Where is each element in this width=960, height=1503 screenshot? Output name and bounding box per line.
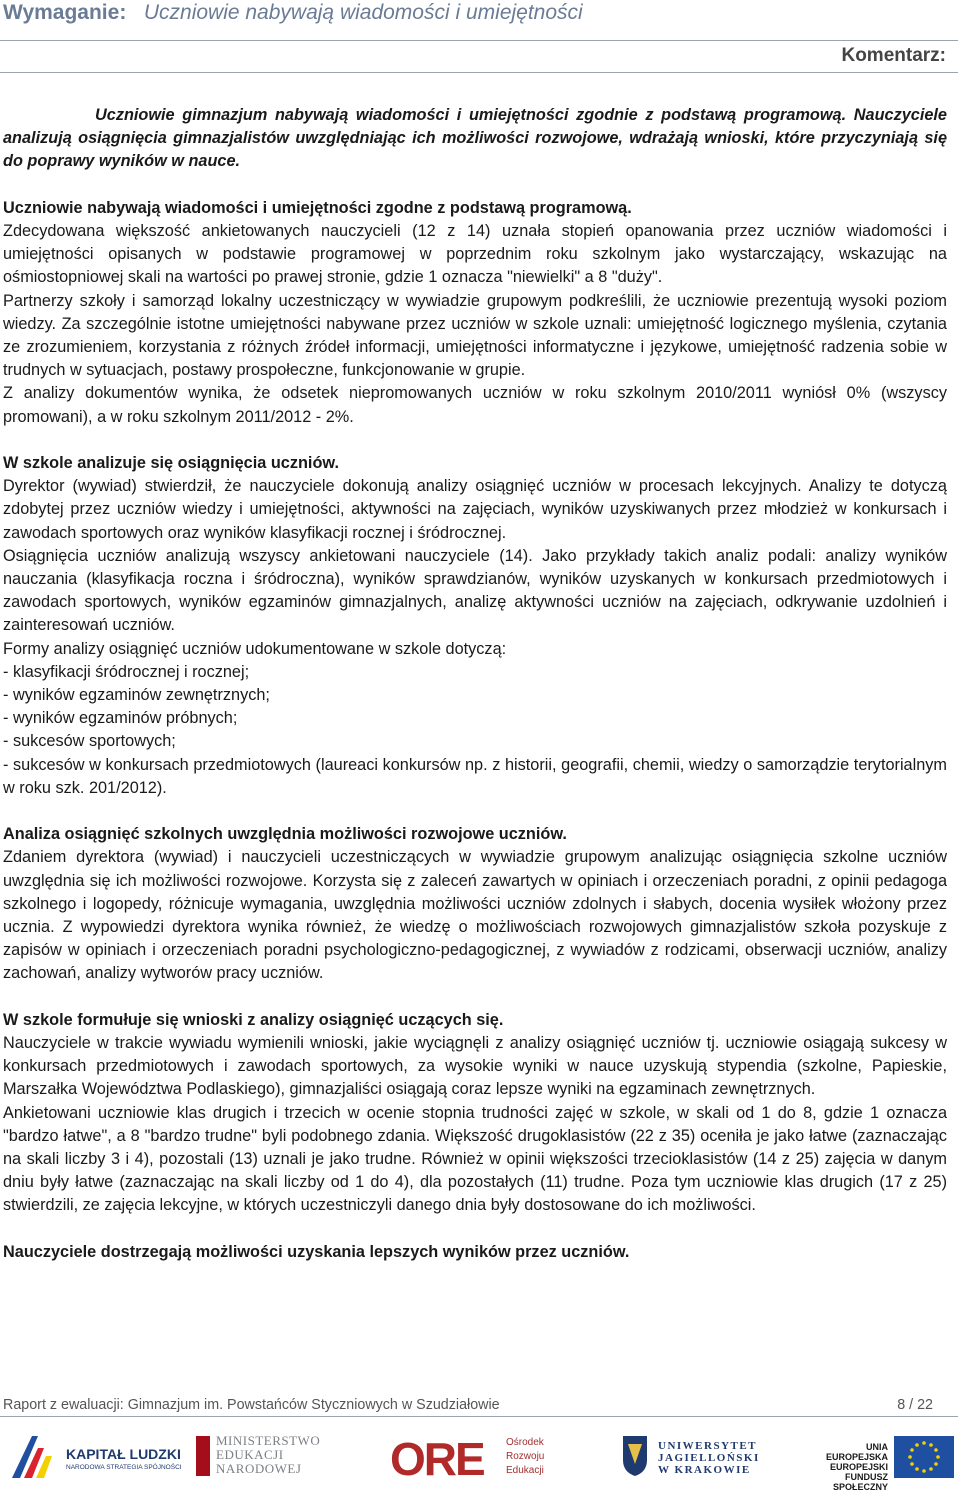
paragraph: Osiągnięcia uczniów analizują wszyscy ankietowani nauczyciele (14). Jako przykłady takich analiz podali: analizy wyników nauczania (klasyfikacja roczna i śródroczna), wyników sprawdzianów, wyników uzyskanych w konkursach przedmiotowych i zawodach sportowych, wyników egzaminów gimnazjalnych, analizę aktywności uczniów na zajęciach, odkrywanie uzdolnień i zainteresowań uczniów. bbox=[3, 546, 947, 635]
ore-line: Rozwoju bbox=[506, 1451, 545, 1462]
ministerstwo-line: MINISTERSTWO bbox=[216, 1433, 321, 1448]
page-footer bbox=[3, 1397, 933, 1413]
eu-text bbox=[806, 1442, 888, 1492]
ore-wordmark: ORE bbox=[390, 1433, 484, 1485]
requirement-title bbox=[3, 0, 583, 26]
kapital-ludzki-logo bbox=[8, 1428, 182, 1488]
list-item: - wyników egzaminów próbnych; bbox=[3, 709, 238, 728]
eu-logo bbox=[806, 1428, 956, 1492]
eu-line: EUROPEJSKI bbox=[829, 1462, 888, 1472]
paragraph: Formy analizy osiągnięć uczniów udokumentowane w szkole dotyczą: bbox=[3, 639, 507, 658]
list-item: - wyników egzaminów zewnętrznych; bbox=[3, 686, 270, 705]
ministerstwo-line: EDUKACJI bbox=[216, 1447, 284, 1462]
uj-line: UNIWERSYTET bbox=[658, 1440, 758, 1452]
section-heading: W szkole formułuje się wnioski z analizy osiągnięć uczących się. bbox=[3, 1010, 504, 1029]
requirement-label: Wymaganie: bbox=[3, 1, 127, 24]
uj-text bbox=[658, 1440, 760, 1476]
header-divider bbox=[0, 40, 958, 41]
ministerstwo-line: NARODOWEJ bbox=[216, 1461, 302, 1476]
uj-crest-icon bbox=[620, 1432, 650, 1478]
kapital-ludzki-subtext: NARODOWA STRATEGIA SPÓJNOŚCI bbox=[66, 1464, 182, 1471]
uj-line: W KRAKOWIE bbox=[658, 1464, 751, 1476]
ore-subtext bbox=[506, 1436, 544, 1478]
list-item: - sukcesów sportowych; bbox=[3, 732, 176, 751]
page-number: 8 / 22 bbox=[897, 1397, 933, 1413]
requirement-value: Uczniowie nabywają wiadomości i umiejętności bbox=[143, 1, 583, 24]
section-heading: Analiza osiągnięć szkolnych uwzględnia możliwości rozwojowe uczniów. bbox=[3, 825, 567, 844]
ministerstwo-logo bbox=[196, 1428, 336, 1488]
uj-line: JAGIELLOŃSKI bbox=[658, 1452, 760, 1464]
eu-flag-icon bbox=[894, 1436, 954, 1478]
paragraph: Z analizy dokumentów wynika, że odsetek niepromowanych uczniów w roku szkolnym 2010/2011 wyniósł 0% (wszyscy promowani), a w roku szkolnym 2011/2012 - 2%. bbox=[3, 384, 947, 426]
ore-line: Ośrodek bbox=[506, 1437, 544, 1448]
section-heading: W szkole analizuje się osiągnięcia uczniów. bbox=[3, 454, 339, 473]
eagle-icon bbox=[196, 1436, 210, 1476]
footer-divider bbox=[0, 1416, 958, 1417]
paragraph: Zdecydowana większość ankietowanych nauczycieli (12 z 14) uznała stopień opanowania przez uczniów wiadomości i umiejętności opisanych w podstawie programowej w poprzednim roku szkolnym jako wystarczający, wskazując na ośmiostopniowej skali na wartości po prawej stronie, gdzie 1 oznacza "niewielki" a 8 "duży". bbox=[3, 222, 947, 287]
eu-line: UNIA EUROPEJSKA bbox=[825, 1442, 888, 1462]
intro-paragraph: Uczniowie gimnazjum nabywają wiadomości i umiejętności zgodnie z podstawą programową. Nauczyciele analizują osiągnięcia gimnazjalistów uwzględniając ich możliwości rozwojowe, wdrażają wnioski, które przyczyniają się do poprawy wyników w nauce. bbox=[3, 106, 947, 171]
paragraph: Partnerzy szkoły i samorząd lokalny uczestniczący w wywiadzie grupowym podkreślili, że uczniowie prezentują wysoki poziom wiedzy. Za szczególnie istotne umiejętności nabywane przez uczniów w szkole uznali: umiejętność logicznego myślenia, czytania ze zrozumieniem, korzystania z różnych źródeł informacji, umiejętności informatyczne i językowe, umiejętność radzenia sobie w trudnych w sytuacjach, postawy prospołeczne, funkcjonowanie w grupie. bbox=[3, 291, 947, 380]
section-heading: Nauczyciele dostrzegają możliwości uzyskania lepszych wyników przez uczniów. bbox=[3, 1242, 630, 1261]
comment-label: Komentarz: bbox=[841, 45, 946, 66]
paragraph: Zdaniem dyrektora (wywiad) i nauczycieli uczestniczących w wywiadzie grupowym analizując osiągnięcia szkolne uczniów uwzględnia się ich możliwości rozwojowe. Korzysta się z zaleceń zawartych w opiniach i orzeczeniach poradni, z opinii pedagoga szkolnego i logopedy, różnicuje wymagania, uwzględnia możliwości uczniów zdolnych i słabych, docenia wysiłek włożony przez ucznia. Z wypowiedzi dyrektora wynika również, że wiedzę o możliwościach rozwojowych gimnazjalistów szkoła pozyskuje z zapisów w opiniach i orzeczeniach poradni psychologiczno-pedagogicznej, z wywiadów z rodzicami, obserwacji uczniów, analizy zachowań, analizy wytworów pracy uczniów. bbox=[3, 848, 947, 983]
section-heading: Uczniowie nabywają wiadomości i umiejętności zgodne z podstawą programową. bbox=[3, 198, 632, 217]
paragraph: Ankietowani uczniowie klas drugich i trzecich w ocenie stopnia trudności zajęć w szkole, w skali od 1 do 8, gdzie 1 oznacza "bardzo łatwe", a 8 "bardzo trudne" byli podobnego zdania. Większość drugoklasistów (22 z 35) oceniła je jako łatwe (zaznaczając na skali liczby 3 i 4), pozostali (13) uznali je jako trudne. Również w opinii większości trzecioklasistów (14 z 25) zajęcia w danym dniu były łatwe (zaznaczając na skali liczby od 1 do 4), dla pozostałych (11) trudne. Poza tym uczniowie klas drugich (17 z 25) stwierdzili, ze zajęcia lekcyjne, w których uczestniczyli danego dnia były dostosowane do ich możliwości. bbox=[3, 1103, 947, 1215]
logo-bar bbox=[0, 1428, 960, 1498]
kapital-ludzki-icon bbox=[8, 1432, 58, 1482]
paragraph: Dyrektor (wywiad) stwierdził, że nauczyciele dokonują analizy osiągnięć uczniów w procesach lekcyjnych. Analizy te dotyczą zdobytej przez uczniów wiedzy i umiejętności, aktywności na zajęciach, wyników uzyskiwanych przez młodzież w konkursach i zawodach sportowych oraz wyników klasyfikacji rocznej i śródrocznej. bbox=[3, 477, 947, 542]
list-item: - sukcesów w konkursach przedmiotowych (laureaci konkursów np. z historii, geografii, chemii, wiedzy o samorządzie terytorialnym w roku szk. 201/2012). bbox=[3, 755, 947, 797]
ore-logo bbox=[390, 1428, 560, 1488]
report-title: Raport z ewaluacji: Gimnazjum im. Powstańców Styczniowych w Szudziałowie bbox=[3, 1397, 500, 1413]
ministerstwo-text bbox=[216, 1434, 320, 1476]
comment-divider bbox=[0, 72, 958, 73]
kapital-ludzki-text: KAPITAŁ LUDZKI bbox=[66, 1446, 181, 1462]
ore-line: Edukacji bbox=[506, 1465, 544, 1476]
list-item: - klasyfikacji śródrocznej i rocznej; bbox=[3, 662, 250, 681]
document-body bbox=[3, 104, 947, 1264]
uj-logo bbox=[620, 1428, 760, 1488]
paragraph: Nauczyciele w trakcie wywiadu wymienili wnioski, jakie wyciągnęli z analizy osiągnięć uczniów tj. uczniowie osiągają sukcesy w konkursach przedmiotowych i zawodach sportowych, za wysokie wyniki w nauce uzyskują stypendia (szkolne, Papieskie, Marszałka Województwa Podlaskiego), gimnazjaliści osiągają coraz lepsze wyniki na egzaminach zewnętrznych. bbox=[3, 1034, 947, 1099]
eu-line: FUNDUSZ SPOŁECZNY bbox=[832, 1472, 888, 1492]
